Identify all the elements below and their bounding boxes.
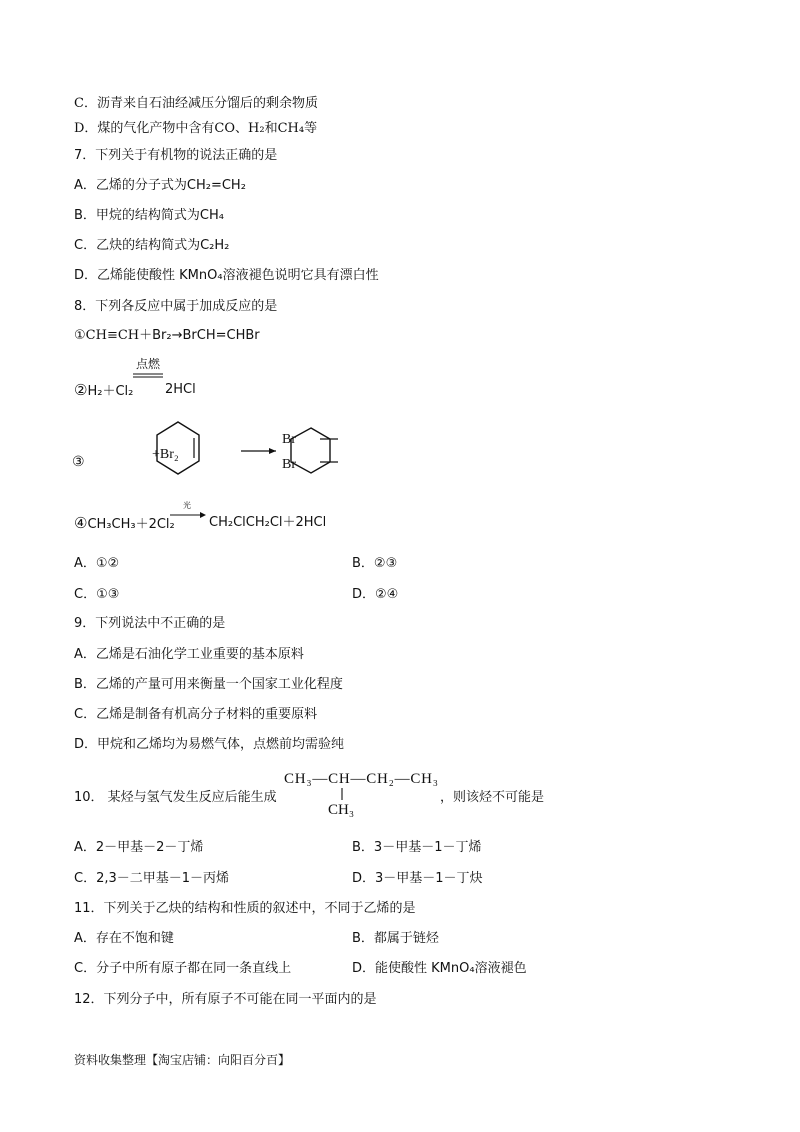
reaction-product: CH₂ClCH₂Cl＋2HCl <box>209 515 327 530</box>
option-line: B．甲烷的结构简式为CH₄ <box>74 208 224 223</box>
reaction-3-diagram <box>70 418 310 488</box>
option-line: C．2,3－二甲基－1－丙烯 <box>74 871 230 886</box>
option-line: C．乙烯是制备有机高分子材料的重要原料 <box>74 707 318 722</box>
option-line: D．乙烯能使酸性 KMnO₄溶液褪色说明它具有漂白性 <box>74 268 379 283</box>
option-line: A．①② <box>74 556 120 571</box>
option-line: C．沥青来自石油经减压分馏后的剩余物质 <box>74 96 318 111</box>
option-line: D．能使酸性 KMnO₄溶液褪色 <box>352 961 527 976</box>
reaction-1 <box>74 327 260 345</box>
question-10-tail: ，则该烃不可能是 <box>440 790 545 805</box>
option-line: B．都属于链烃 <box>352 931 439 946</box>
option-line: A．存在不饱和键 <box>74 931 174 946</box>
double-bar-sign <box>133 373 165 379</box>
question-10: 10． 某烃与氢气发生反应后能生成 <box>74 790 277 805</box>
question-8: 8．下列各反应中属于加成反应的是 <box>74 299 278 314</box>
reaction-rest: ＋Br₂→BrCH=CHBr <box>139 328 260 343</box>
page-footer: 资料收集整理【淘宝店铺：向阳百分百】 <box>74 1053 291 1067</box>
reaction-arrow <box>170 511 210 519</box>
option-line: B．②③ <box>352 556 398 571</box>
structural-formula: CH₃—CH—CH₂—CH₃ <box>284 771 438 787</box>
option-line: C．分子中所有原子都在同一条直线上 <box>74 961 292 976</box>
reaction-reactant: CH₃CH₃＋2Cl₂ <box>87 517 175 532</box>
option-line: D．煤的气化产物中含有CO、H₂和CH₄等 <box>74 121 318 136</box>
question-7: 7．下列关于有机物的说法正确的是 <box>74 148 278 163</box>
reaction-reactant: CH≡CH <box>85 328 140 343</box>
cyclohexane-ring <box>291 428 330 473</box>
option-line: D．②④ <box>352 587 399 602</box>
substituent-label: Br <box>282 457 296 472</box>
reaction-mark: ④ <box>74 514 88 532</box>
substituent-label: Br <box>282 432 296 447</box>
question-12: 12．下列分子中，所有原子不可能在同一平面内的是 <box>74 992 377 1007</box>
option-line: B．乙烯的产量可用来衡量一个国家工业化程度 <box>74 677 343 692</box>
reaction-mark: ② <box>74 381 88 399</box>
reaction-4 <box>74 514 175 534</box>
reaction-mark: ③ <box>72 455 85 470</box>
reaction-reactant: H₂＋Cl₂ <box>87 384 134 399</box>
reagent-label: +Br₂ <box>152 447 179 462</box>
option-line: D．甲烷和乙烯均为易燃气体，点燃前均需验纯 <box>74 737 345 752</box>
option-line: C．乙炔的结构简式为C₂H₂ <box>74 238 230 253</box>
question-9: 9．下列说法中不正确的是 <box>74 616 226 631</box>
reaction-mark: ① <box>74 328 86 343</box>
alkane-structure <box>284 766 444 822</box>
arrow-head <box>269 448 276 454</box>
option-line: A．2－甲基－2－丁烯 <box>74 840 204 855</box>
reaction-2 <box>74 381 133 401</box>
reaction-condition: 光 <box>183 501 191 510</box>
option-line: A．乙烯是石油化学工业重要的基本原料 <box>74 647 304 662</box>
reaction-product: 2HCl <box>165 382 196 397</box>
option-line: C．①③ <box>74 587 120 602</box>
option-line: D．3－甲基－1－丁炔 <box>352 871 483 886</box>
option-line: A．乙烯的分子式为CH₂=CH₂ <box>74 178 246 193</box>
option-line: B．3－甲基－1－丁烯 <box>352 840 482 855</box>
reaction-condition: 点燃 <box>136 357 161 371</box>
methyl-branch: CH₃ <box>328 802 355 818</box>
question-11: 11．下列关于乙炔的结构和性质的叙述中，不同于乙烯的是 <box>74 901 416 916</box>
